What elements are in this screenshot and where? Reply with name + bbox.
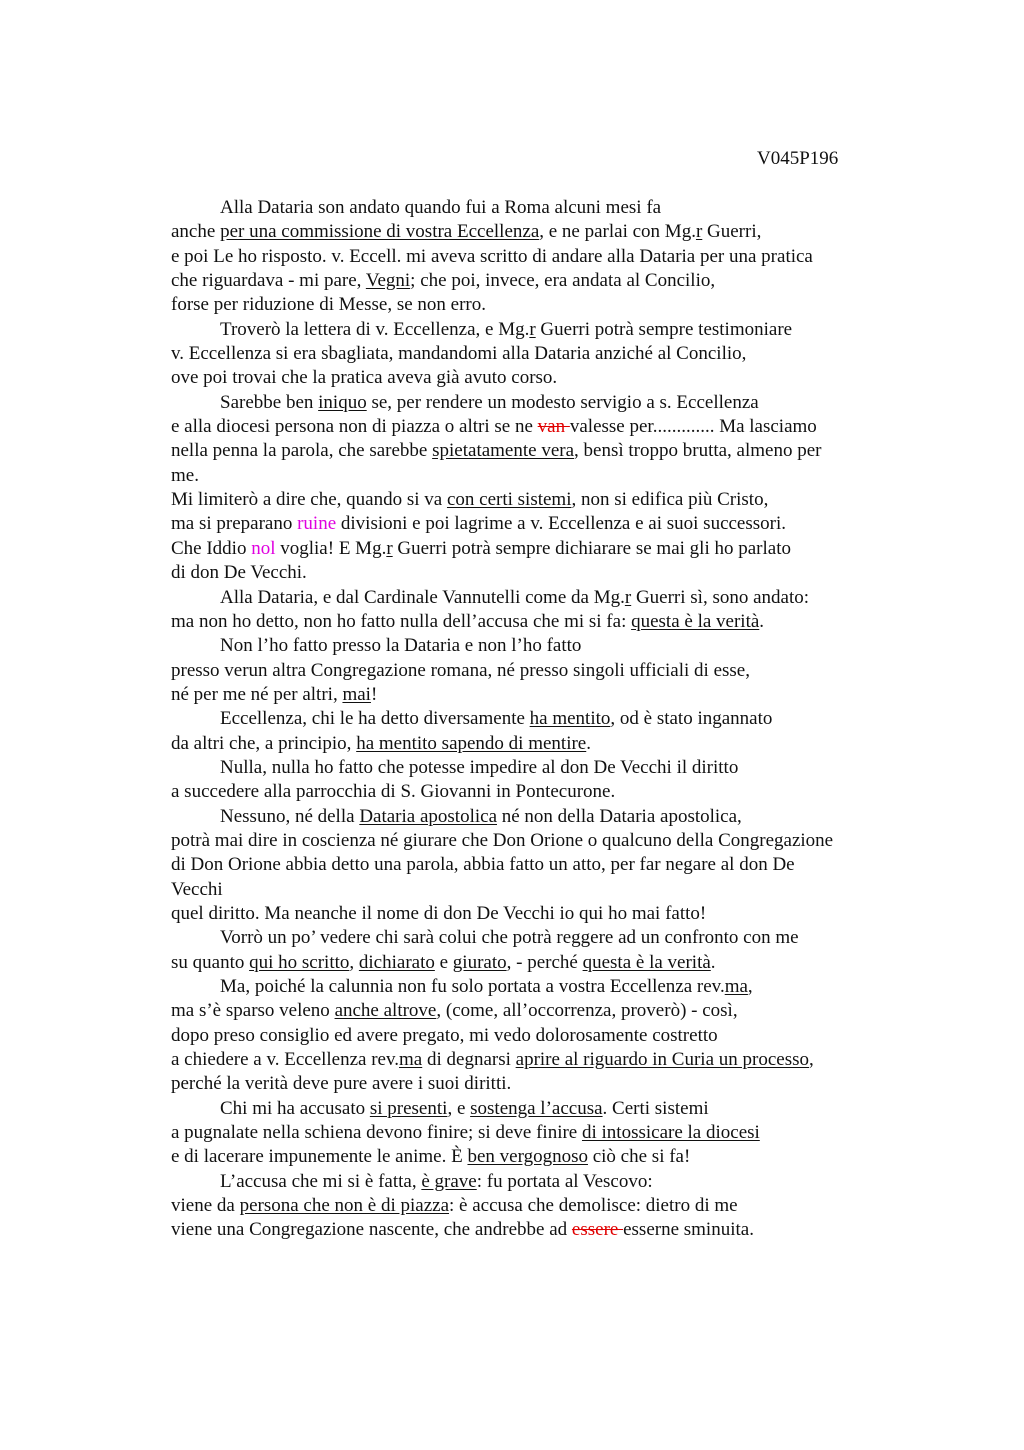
text-line [171,1145,911,1169]
text-run: , od è stato ingannato [610,708,773,730]
text-run: ; che poi, invece, era andata al Concilio, [410,270,716,292]
text-run: di don De Vecchi. [171,562,307,584]
text-run: , [349,951,359,973]
text-line [171,805,911,829]
text-run: ciò che si fa! [587,1146,691,1168]
text-run: . [710,951,716,973]
text-run: . [759,610,765,632]
underlined-text: giurato [452,951,507,973]
underlined-text: Dataria apostolica [359,805,497,827]
deleted-text: van [537,416,570,438]
text-line [171,683,911,707]
text-run: Vecchi [171,878,223,900]
text-run: a succedere alla parrocchia di S. Giovanni in Pontecurone. [171,781,616,803]
underlined-text: r [529,318,536,340]
underlined-text: ha mentito [529,708,611,730]
text-line [171,1072,911,1096]
text-run: perché la verità deve pure avere i suoi diritti. [171,1073,512,1095]
text-run: Guerri potrà sempre testimoniare [535,318,793,340]
underlined-text: Vegni [365,270,411,292]
highlighted-text: nol [251,537,276,559]
text-run: : è accusa che demolisce: dietro di me [449,1195,738,1217]
underlined-text: di intossicare la diocesi [581,1122,760,1144]
underlined-text: aprire al riguardo in Curia un processo [515,1049,809,1071]
text-run: Eccellenza, chi le ha detto diversamente [220,708,530,730]
text-run: Nulla, nulla ho fatto che potesse impedire al don De Vecchi il diritto [220,756,739,778]
text-run: . [586,732,591,754]
underlined-text: ma [724,976,748,997]
underlined-text: con certi sistemi [446,489,572,511]
text-line [171,464,911,488]
text-line [171,1024,911,1048]
deleted-text: essere [571,1219,624,1241]
text-run: nella penna la parola, che sarebbe [171,440,433,462]
text-line [171,902,911,926]
text-line [171,780,911,804]
text-run: , e ne parlai con Mg. [539,221,696,243]
text-run: Nessuno, né della [220,805,360,827]
underlined-text: persona che non è di piazza [239,1195,450,1217]
text-run: né per me né per altri, [171,683,343,705]
text-run: potrà mai dire in coscienza né giurare che Don Orione o qualcuno della Congregazione [171,829,834,851]
page-reference: V045P196 [757,148,839,169]
text-run: , [809,1049,814,1071]
text-run: divisioni e poi lagrime a v. Eccellenza e ai suoi successori. [336,513,787,535]
text-run: e [434,951,453,973]
text-run: né non della Dataria apostolica, [497,805,742,827]
text-run: di Don Orione abbia detto una parola, abbia fatto un atto, per far negare al don De [171,854,795,876]
text-line [171,342,911,366]
text-line [171,878,911,902]
text-run: dopo preso consiglio ed avere pregato, mi vedo dolorosamente costretto [171,1024,718,1046]
text-line [171,318,911,342]
text-line [171,488,911,512]
text-line [171,512,911,536]
text-line [171,951,911,975]
text-line [171,293,911,317]
text-run: ma si preparano [171,513,298,535]
text-run: e di lacerare impunemente le anime. È [171,1146,468,1168]
text-run: , non si edifica più Cristo, [571,489,769,511]
text-run: viene da [171,1195,240,1217]
underlined-text: questa è la verità [582,951,711,973]
text-run: ma s’è sparso veleno [171,1000,335,1022]
text-run: valesse per............. Ma lasciamo [569,416,817,438]
text-line [171,707,911,731]
text-line [171,999,911,1023]
text-line [171,366,911,390]
text-run: Vorrò un po’ vedere chi sarà colui che potrà reggere ad un confronto con me [220,927,799,949]
underlined-text: per una commissione di vostra Eccellenza [220,221,540,243]
text-line [171,245,911,269]
underlined-text: mai [342,683,371,705]
text-run: Troverò la lettera di v. Eccellenza, e Mg. [220,318,530,340]
text-line [171,732,911,756]
underlined-text: dichiarato [358,951,435,973]
text-line [171,415,911,439]
text-line [171,586,911,610]
text-line [171,1170,911,1194]
text-run: e alla diocesi persona non di piazza o altri se ne [171,416,538,438]
underlined-text: qui ho scritto [249,951,350,973]
text-run: ove poi trovai che la pratica aveva già avuto corso. [171,367,558,389]
text-run: che riguardava - mi pare, [171,270,366,292]
text-run: Chi mi ha accusato [220,1097,370,1119]
text-line [171,1121,911,1145]
text-line [171,756,911,780]
text-run: esserne sminuita. [623,1219,754,1241]
text-line [171,1048,911,1072]
text-line [171,561,911,585]
text-run: me. [171,464,199,486]
text-run: Ma, poiché la calunnia non fu solo portata a vostra Eccellenza rev. [220,976,725,997]
text-line [171,610,911,634]
text-run: voglia! E Mg. [275,537,387,559]
text-run: Mi limiterò a dire che, quando si va [171,489,447,511]
text-run: Non l’ho fatto presso la Dataria e non l’ho fatto [220,635,582,657]
text-run: . Certi sistemi [602,1097,709,1119]
text-run: se, per rendere un modesto servigio a s. Eccellenza [366,391,759,413]
text-line [171,659,911,683]
text-run: , bensì troppo brutta, almeno per [574,440,822,462]
text-run: Alla Dataria son andato quando fui a Roma alcuni mesi fa [220,197,662,218]
text-run: v. Eccellenza si era sbagliata, mandandomi alla Dataria anziché al Concilio, [171,343,747,365]
text-run: viene una Congregazione nascente, che andrebbe ad [171,1219,572,1241]
text-run: : fu portata al Vescovo: [476,1170,653,1192]
underlined-text: è grave [421,1170,477,1192]
text-line [171,1097,911,1121]
text-run: forse per riduzione di Messe, se non erro. [171,294,486,316]
text-line [171,1218,911,1242]
text-line [171,1194,911,1218]
text-run: quel diritto. Ma neanche il nome di don De Vecchi io qui ho mai fatto! [171,902,707,924]
text-run: e poi Le ho risposto. v. Eccell. mi aveva scritto di andare alla Dataria per una pratica [171,245,813,267]
underlined-text: sostenga l’accusa [470,1097,603,1119]
text-line [171,439,911,463]
text-line [171,853,911,877]
underlined-text: ma [399,1049,423,1071]
text-run: presso verun altra Congregazione romana, né presso singoli ufficiali di esse, [171,659,750,681]
underlined-text: spietatamente vera [432,440,575,462]
underlined-text: iniquo [318,391,367,413]
text-run: ! [370,683,378,705]
text-line [171,634,911,658]
text-run: Sarebbe ben [220,391,319,413]
text-line [171,391,911,415]
text-line [171,196,911,220]
text-line [171,537,911,561]
text-run: , e [447,1097,471,1119]
underlined-text: anche altrove [334,1000,437,1022]
text-run: a pugnalate nella schiena devono finire; si deve finire [171,1122,582,1144]
text-run: ma non ho detto, non ho fatto nulla dell’accusa che mi si fa: [171,610,632,632]
underlined-text: r [695,221,703,243]
underlined-text: si presenti [369,1097,448,1119]
text-run: su quanto [171,951,250,973]
text-run: Alla Dataria, e dal Cardinale Vannutelli come da Mg. [220,586,625,608]
underlined-text: ha mentito sapendo di mentire [356,732,587,754]
letter-body [171,196,911,1243]
text-run: Guerri potrà sempre dichiarare se mai gli ho parlato [392,537,791,559]
highlighted-text: ruine [297,513,337,535]
underlined-text: questa è la verità [631,610,760,632]
text-run: da altri che, a principio, [171,732,357,754]
text-run: Che Iddio [171,537,252,559]
text-run: , (come, all’occorrenza, proverò) - così, [436,1000,738,1022]
text-line [171,829,911,853]
underlined-text: ben vergognoso [467,1146,588,1168]
text-run: anche [171,221,221,243]
text-run: Guerri sì, sono andato: [631,586,810,608]
text-run: L’accusa che mi si è fatta, [220,1170,422,1192]
text-run: di degnarsi [422,1049,516,1071]
text-line [171,975,911,999]
text-line [171,220,911,244]
text-line [171,269,911,293]
text-run: a chiedere a v. Eccellenza rev. [171,1049,400,1071]
text-run: , - perché [506,951,583,973]
text-line [171,926,911,950]
text-run: Guerri, [702,221,762,243]
underlined-text: r [386,537,393,559]
underlined-text: r [624,586,632,608]
text-run: , [747,976,753,997]
